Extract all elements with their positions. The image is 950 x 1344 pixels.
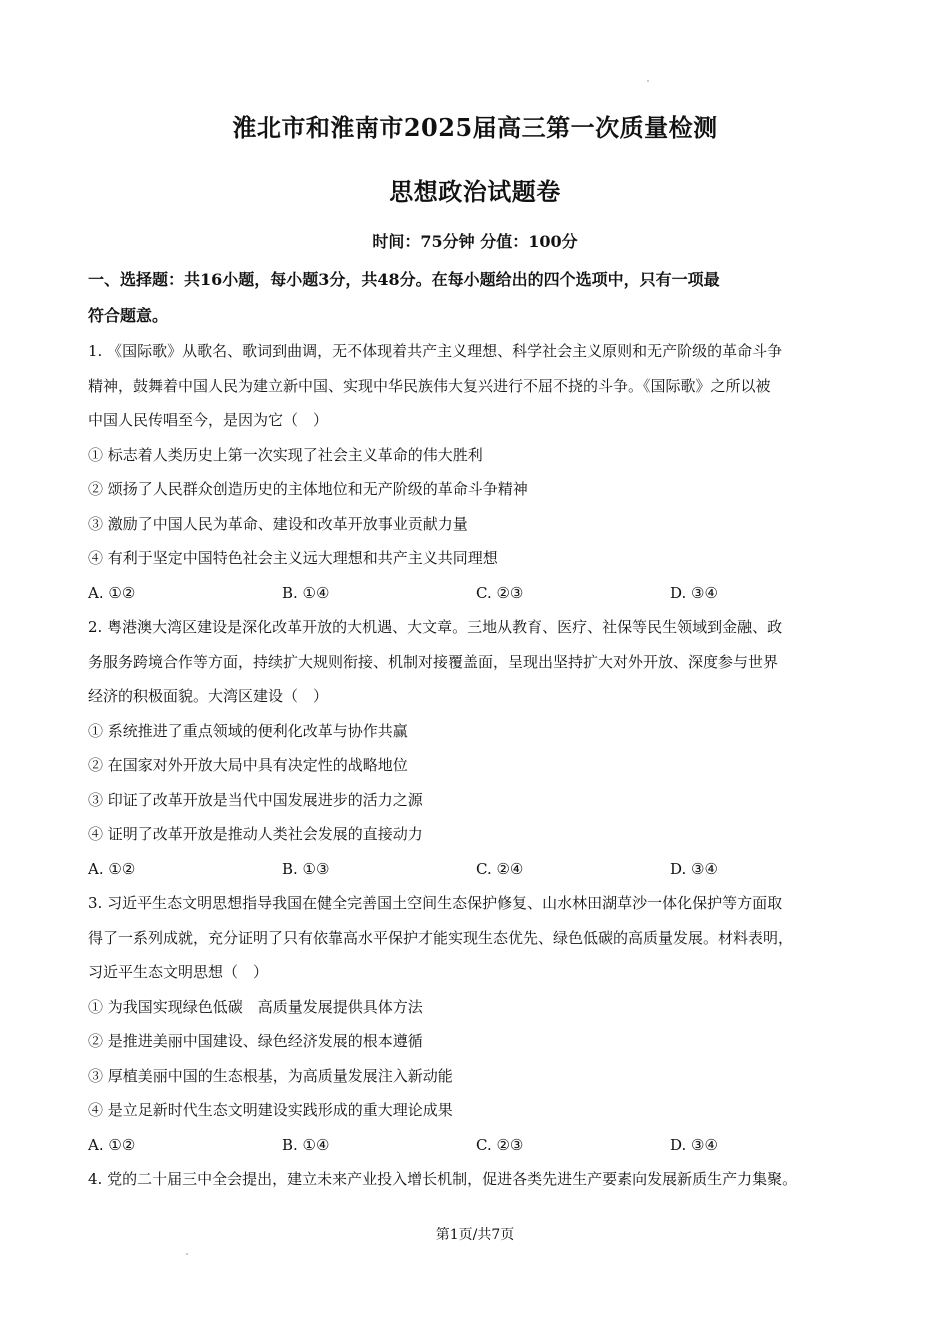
question-statement: ① 为我国实现绿色低碳 高质量发展提供具体方法 xyxy=(88,997,423,1016)
question-statement: ④ 是立足新时代生态文明建设实践形成的重大理论成果 xyxy=(88,1101,453,1119)
question-statement: ② 是推进美丽中国建设、绿色经济发展的根本遵循 xyxy=(88,1032,423,1050)
question-statement: ① 系统推进了重点领域的便利化改革与协作共赢 xyxy=(88,721,408,740)
question-stem-line: 得了一系列成就，充分证明了只有依靠高水平保护才能实现生态优先、绿色低碳的高质量发展。材料表明， xyxy=(88,928,794,947)
answer-option[interactable]: C. ②③ xyxy=(476,583,524,602)
question-statement: ② 颂扬了人民群众创造历史的主体地位和无产阶级的革命斗争精神 xyxy=(88,480,528,498)
answer-option[interactable]: A. ①② xyxy=(88,1135,136,1154)
answer-option[interactable]: B. ①③ xyxy=(282,859,330,878)
question-statement: ④ 证明了改革开放是推动人类社会发展的直接动力 xyxy=(88,825,423,843)
answer-option[interactable]: A. ①② xyxy=(88,583,136,602)
question-stem-line: 2. 粤港澳大湾区建设是深化改革开放的大机遇、大文章。三地从教育、医疗、社保等民生领域到金融、政 xyxy=(88,618,783,636)
question-statement: ④ 有利于坚定中国特色社会主义远大理想和共产主义共同理想 xyxy=(88,549,498,567)
answer-options xyxy=(88,1128,868,1163)
answer-options xyxy=(88,852,868,887)
section-heading-line: 符合题意。 xyxy=(88,306,169,325)
answer-options xyxy=(88,576,868,611)
section-heading-line: 一、选择题：共16小题，每小题3分，共48分。在每小题给出的四个选项中，只有一项最 xyxy=(88,270,720,289)
answer-option[interactable]: B. ①④ xyxy=(282,583,330,602)
question-statement: ① 标志着人类历史上第一次实现了社会主义革命的伟大胜利 xyxy=(88,445,483,464)
question-statement: ③ 印证了改革开放是当代中国发展进步的活力之源 xyxy=(88,790,423,809)
question-stem-line: 3. 习近平生态文明思想指导我国在健全完善国土空间生态保护修复、山水林田湖草沙一体化保护等方面取 xyxy=(88,894,783,912)
exam-title: 淮北市和淮南市2025届高三第一次质量检测 xyxy=(232,113,718,142)
question-block xyxy=(88,1162,868,1197)
question-statement: ② 在国家对外开放大局中具有决定性的战略地位 xyxy=(88,756,408,774)
question-stem-line: 经济的积极面貌。大湾区建设（ ） xyxy=(88,687,329,705)
question-statement: ③ 厚植美丽中国的生态根基，为高质量发展注入新动能 xyxy=(88,1066,453,1085)
question-stem-line: 务服务跨境合作等方面，持续扩大规则衔接、机制对接覆盖面，呈现出坚持扩大对外开放、深度参与世界 xyxy=(88,652,779,671)
answer-option[interactable]: D. ③④ xyxy=(670,859,718,878)
question-stem-line: 1. 《国际歌》从歌名、歌词到曲调，无不体现着共产主义理想、科学社会主义原则和无产阶级的革命斗争 xyxy=(88,342,783,360)
answer-option[interactable]: D. ③④ xyxy=(670,583,718,602)
exam-subtitle: 思想政治试题卷 xyxy=(389,177,561,206)
answer-option[interactable]: B. ①④ xyxy=(282,1135,330,1154)
question-list xyxy=(88,334,868,1197)
question-block xyxy=(88,334,868,610)
scan-speck xyxy=(647,80,649,82)
exam-meta: 时间：75分钟 分值：100分 xyxy=(372,232,578,251)
answer-option[interactable]: C. ②③ xyxy=(476,1135,524,1154)
question-stem-line: 4. 党的二十届三中全会提出，建立未来产业投入增长机制，促进各类先进生产要素向发展新质生产力集聚。 xyxy=(88,1170,798,1188)
answer-option[interactable]: D. ③④ xyxy=(670,1135,718,1154)
question-stem-line: 习近平生态文明思想（ ） xyxy=(88,963,269,981)
scan-speck xyxy=(186,1253,188,1255)
answer-option[interactable]: C. ②④ xyxy=(476,859,524,878)
section-heading xyxy=(88,262,863,334)
question-block xyxy=(88,610,868,886)
answer-option[interactable]: A. ①② xyxy=(88,859,136,878)
question-stem-line: 中国人民传唱至今，是因为它（ ） xyxy=(88,411,329,429)
question-stem-line: 精神，鼓舞着中国人民为建立新中国、实现中华民族伟大复兴进行不屈不挠的斗争。《国际歌》之所以被 xyxy=(88,376,771,395)
page-number: 第1页/共7页 xyxy=(435,1227,515,1243)
question-block xyxy=(88,886,868,1162)
question-statement: ③ 激励了中国人民为革命、建设和改革开放事业贡献力量 xyxy=(88,514,468,533)
